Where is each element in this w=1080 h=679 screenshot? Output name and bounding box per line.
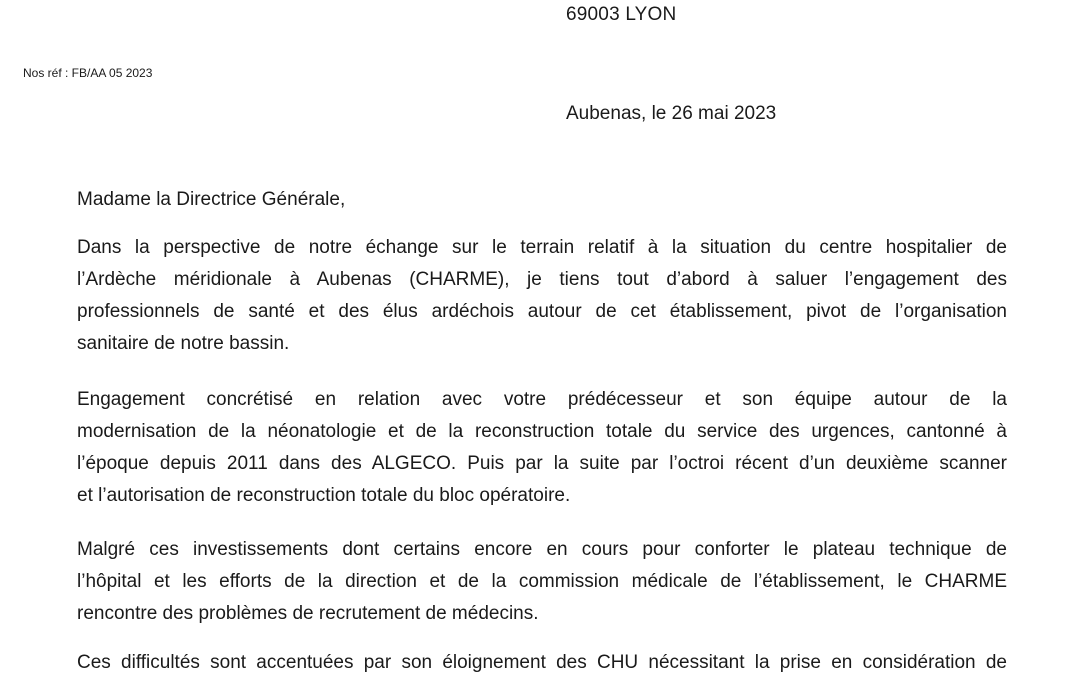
paragraph-line: Ces difficultés sont accentuées par son éloignement des CHU nécessitant la prise en considération de: [77, 652, 1007, 673]
paragraph-line: Engagement concrétisé en relation avec votre prédécesseur et son équipe autour de la: [77, 389, 1007, 410]
place-and-date: Aubenas, le 26 mai 2023: [566, 103, 777, 124]
paragraph-line: et l’autorisation de reconstruction totale du bloc opératoire.: [77, 485, 571, 506]
reference-number: Nos réf : FB/AA 05 2023: [23, 66, 153, 80]
paragraph-line: sanitaire de notre bassin.: [77, 333, 290, 354]
paragraph-line: l’Ardèche méridionale à Aubenas (CHARME), je tiens tout d’abord à saluer l’engagement des: [77, 269, 1007, 290]
body-paragraph-2: [77, 384, 1007, 512]
paragraph-line: professionnels de santé et des élus ardéchois autour de cet établissement, pivot de l’organisation: [77, 301, 1007, 322]
paragraph-line: Malgré ces investissements dont certains encore en cours pour conforter le plateau technique de: [77, 539, 1007, 560]
body-paragraph-4: [77, 647, 1007, 679]
paragraph-line: Dans la perspective de notre échange sur le terrain relatif à la situation du centre hospitalier de: [77, 237, 1007, 258]
paragraph-line: rencontre des problèmes de recrutement de médecins.: [77, 603, 539, 624]
paragraph-line: l’époque depuis 2011 dans des ALGECO. Puis par la suite par l’octroi récent d’un deuxième scanner: [77, 453, 1007, 474]
paragraph-line: modernisation de la néonatologie et de la reconstruction totale du service des urgences, cantonné à: [77, 421, 1007, 442]
recipient-address-city: 69003 LYON: [566, 4, 677, 25]
paragraph-line: l’hôpital et les efforts de la direction et de la commission médicale de l’établissement, le CHARME: [77, 571, 1007, 592]
body-paragraph-3: [77, 534, 1007, 630]
salutation: Madame la Directrice Générale,: [77, 189, 346, 210]
body-paragraph-1: [77, 232, 1007, 360]
